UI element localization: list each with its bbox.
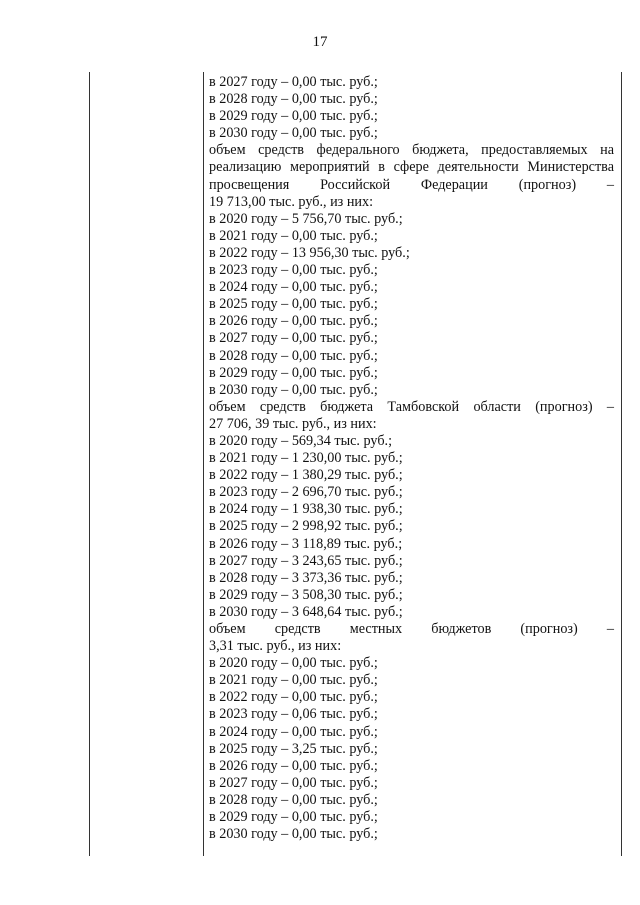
column-divider [203,72,204,856]
local-budget-heading-line: объем средств местных бюджетов (прогноз) – [209,621,614,637]
list-item: в 2030 году – 0,00 тыс. руб.; [209,381,378,398]
list-item: в 2021 году – 0,00 тыс. руб.; [209,227,378,244]
list-item: в 2024 году – 0,00 тыс. руб.; [209,723,378,740]
page-number: 17 [312,34,328,50]
list-item: в 2028 году – 0,00 тыс. руб.; [209,791,378,808]
list-item: в 2021 году – 1 230,00 тыс. руб.; [209,450,403,467]
federal-budget-heading-line: объем средств федерального бюджета, предоставляемых на [209,142,614,159]
federal-budget-total: 19 713,00 тыс. руб., из них: [209,193,374,210]
list-item: в 2027 году – 0,00 тыс. руб.; [209,774,378,791]
list-item: в 2027 году – 3 243,65 тыс. руб.; [209,552,403,569]
list-item: в 2028 году – 0,00 тыс. руб.; [209,347,378,364]
list-item: в 2028 году – 0,00 тыс. руб.; [209,91,378,108]
list-item: в 2020 году – 0,00 тыс. руб.; [209,655,378,672]
list-item: в 2021 году – 0,00 тыс. руб.; [209,672,378,689]
list-item: в 2026 году – 3 118,89 тыс. руб.; [209,535,403,552]
list-item: в 2023 году – 2 696,70 тыс. руб.; [209,484,403,501]
list-item: в 2026 году – 0,00 тыс. руб.; [209,313,378,330]
federal-budget-heading-line: просвещения Российской Федерации (прогноз) – [209,176,614,193]
list-item: в 2028 году – 3 373,36 тыс. руб.; [209,569,403,586]
list-item: в 2025 году – 3,25 тыс. руб.; [209,740,378,757]
list-item: в 2029 году – 0,00 тыс. руб.; [209,809,378,826]
list-item: в 2024 году – 0,00 тыс. руб.; [209,279,378,296]
regional-budget-total: 27 706, 39 тыс. руб., из них: [209,415,377,432]
list-item: в 2029 году – 0,00 тыс. руб.; [209,108,378,125]
list-item: в 2020 году – 569,34 тыс. руб.; [209,432,393,449]
list-item: в 2030 году – 0,00 тыс. руб.; [209,826,378,843]
local-budget-total: 3,31 тыс. руб., из них: [209,638,342,655]
federal-budget-heading-line: реализацию мероприятий в сфере деятельности Министерства [209,159,614,176]
list-item: в 2029 году – 3 508,30 тыс. руб.; [209,586,403,603]
funding-text-cell [209,74,614,843]
list-item: в 2029 году – 0,00 тыс. руб.; [209,364,378,381]
list-item: в 2022 году – 0,00 тыс. руб.; [209,689,378,706]
list-item: в 2027 году – 0,00 тыс. руб.; [209,74,378,90]
list-item: в 2022 году – 13 956,30 тыс. руб.; [209,244,410,261]
list-item: в 2027 году – 0,00 тыс. руб.; [209,330,378,347]
funding-table [89,72,622,856]
list-item: в 2030 году – 3 648,64 тыс. руб.; [209,603,403,620]
list-item: в 2026 году – 0,00 тыс. руб.; [209,757,378,774]
list-item: в 2020 году – 5 756,70 тыс. руб.; [209,210,403,227]
list-item: в 2023 году – 0,06 тыс. руб.; [209,706,378,723]
regional-budget-heading-line: объем средств бюджета Тамбовской области (прогноз) – [209,398,614,415]
list-item: в 2023 году – 0,00 тыс. руб.; [209,262,378,279]
list-item: в 2030 году – 0,00 тыс. руб.; [209,125,378,142]
list-item: в 2022 году – 1 380,29 тыс. руб.; [209,467,403,484]
list-item: в 2025 году – 0,00 тыс. руб.; [209,296,378,313]
list-item: в 2025 году – 2 998,92 тыс. руб.; [209,518,403,535]
list-item: в 2024 году – 1 938,30 тыс. руб.; [209,501,403,518]
